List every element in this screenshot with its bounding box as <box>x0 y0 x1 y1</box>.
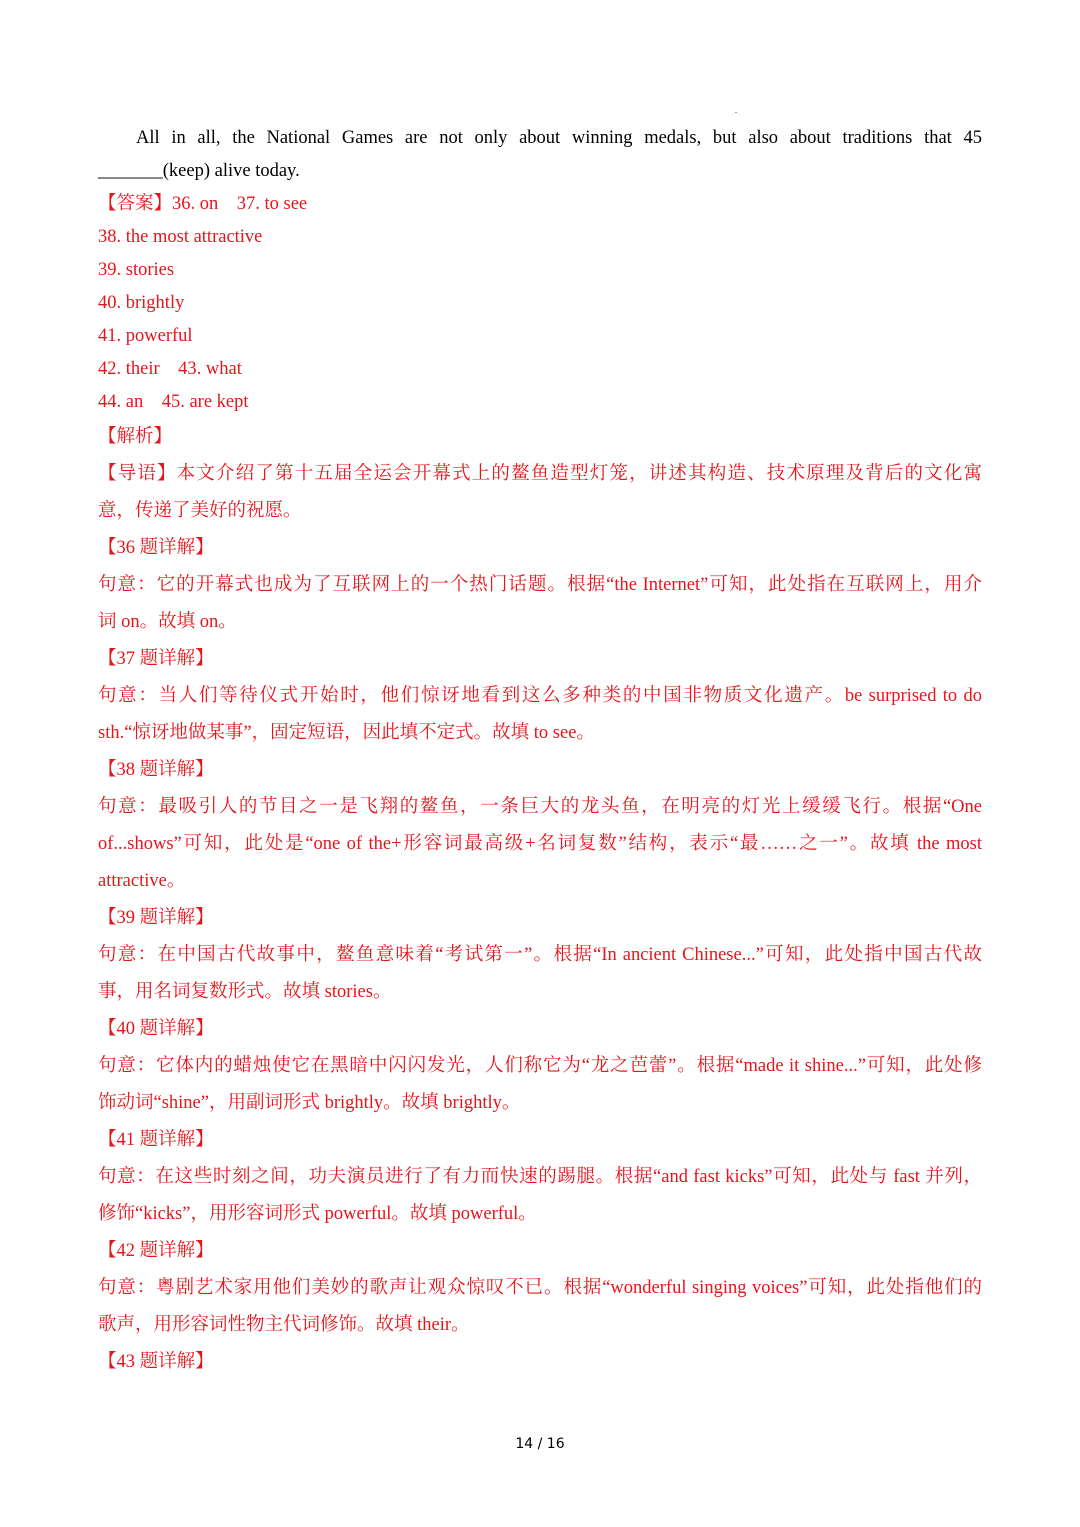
answer-line-44-45: 44. an 45. are kept <box>98 392 249 412</box>
q41-line-1: 句意：在这些时刻之间，功夫演员进行了有力而快速的踢腿。根据“and fast kicks”可知，此处与 fast 并列， <box>98 1167 982 1187</box>
answer-line-42-43: 42. their 43. what <box>98 359 242 379</box>
q37-line-1: 句意：当人们等待仪式开始时，他们惊讶地看到这么多种类的中国非物质文化遗产。be surprised to do <box>98 686 982 706</box>
q38-title: 【38 题详解】 <box>98 760 214 780</box>
page-number: 14 / 16 <box>515 1436 565 1452</box>
q42-line-1: 句意：粤剧艺术家用他们美妙的歌声让观众惊叹不已。根据“wonderful singing voices”可知，此处指他们的 <box>98 1278 982 1298</box>
q43-title: 【43 题详解】 <box>98 1352 214 1372</box>
header-mark <box>735 112 737 113</box>
q38-line-1: 句意：最吸引人的节目之一是飞翔的鳌鱼，一条巨大的龙头鱼，在明亮的灯光上缓缓飞行。根据“One <box>98 797 982 817</box>
q36-line-1: 句意：它的开幕式也成为了互联网上的一个热门话题。根据“the Internet”可知，此处指在互联网上，用介 <box>98 575 982 595</box>
q41-line-2: 修饰“kicks”，用形容词形式 powerful。故填 powerful。 <box>98 1204 537 1224</box>
q40-line-1: 句意：它体内的蜡烛使它在黑暗中闪闪发光，人们称它为“龙之芭蕾”。根据“made it shine...”可知，此处修 <box>98 1056 982 1076</box>
intro-line-1: 【导语】本文介绍了第十五届全运会开幕式上的鳌鱼造型灯笼，讲述其构造、技术原理及背后的文化寓 <box>98 464 982 484</box>
answer-line-36-37: 【答案】36. on 37. to see <box>98 194 308 214</box>
answer-line-39: 39. stories <box>98 260 175 280</box>
answer-line-41: 41. powerful <box>98 326 193 346</box>
q39-title: 【39 题详解】 <box>98 908 214 928</box>
q37-title: 【37 题详解】 <box>98 649 214 669</box>
q40-line-2: 饰动词“shine”，用副词形式 brightly。故填 brightly。 <box>98 1093 521 1113</box>
passage-line-2: _______(keep) alive today. <box>98 161 300 181</box>
q40-title: 【40 题详解】 <box>98 1019 214 1039</box>
passage-line-1: All in all, the National Games are not only about winning medals, but also about traditions that 45 <box>136 128 982 148</box>
q42-line-2: 歌声，用形容词性物主代词修饰。故填 their。 <box>98 1315 470 1335</box>
q39-line-1: 句意：在中国古代故事中，鳌鱼意味着“考试第一”。根据“In ancient Chinese...”可知，此处指中国古代故 <box>98 945 982 965</box>
q37-line-2: sth.“惊讶地做某事”，固定短语，因此填不定式。故填 to see。 <box>98 723 595 743</box>
q39-line-2: 事，用名词复数形式。故填 stories。 <box>98 982 392 1002</box>
q36-title: 【36 题详解】 <box>98 538 214 558</box>
intro-line-2: 意，传递了美好的祝愿。 <box>98 501 302 521</box>
analysis-heading: 【解析】 <box>98 427 173 447</box>
answer-line-38: 38. the most attractive <box>98 227 263 247</box>
answer-line-40: 40. brightly <box>98 293 185 313</box>
q38-line-2: of...shows”可知，此处是“one of the+形容词最高级+名词复数”结构，表示“最……之一”。故填 the most <box>98 834 982 854</box>
q41-title: 【41 题详解】 <box>98 1130 214 1150</box>
q38-line-3: attractive。 <box>98 871 186 891</box>
q36-line-2: 词 on。故填 on。 <box>98 612 237 632</box>
page-content <box>98 122 982 1381</box>
q42-title: 【42 题详解】 <box>98 1241 214 1261</box>
